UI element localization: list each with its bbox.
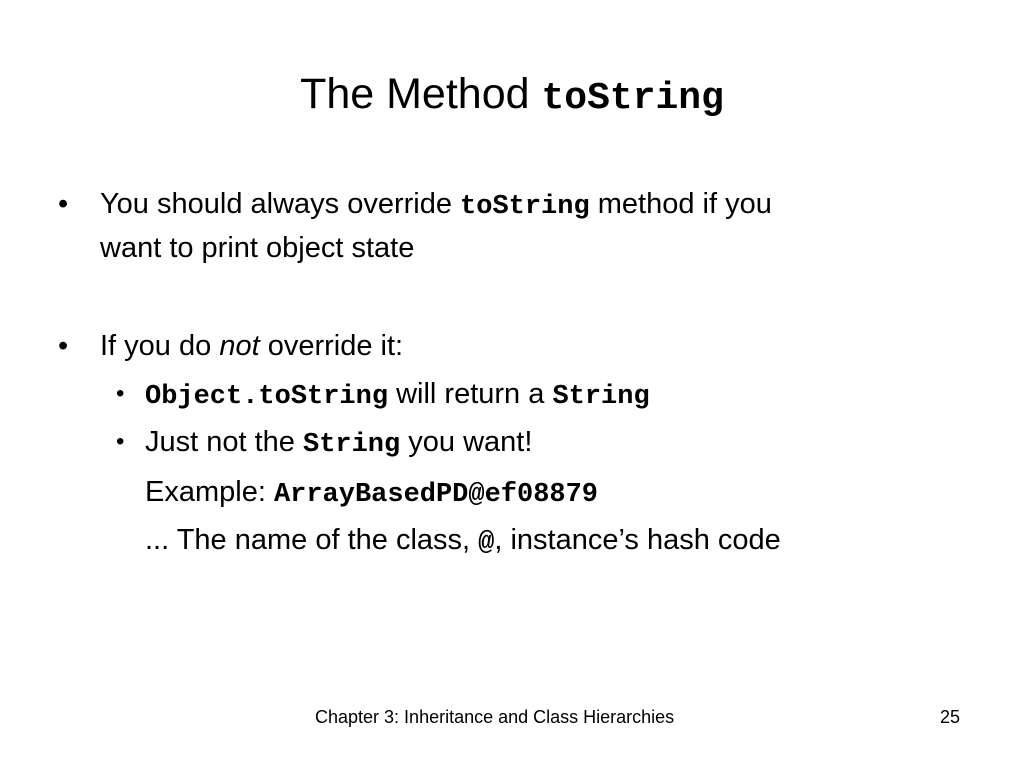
bullet-code: toString [460,192,590,222]
bullet-text-b: method if you [589,188,772,220]
bullet-emphasis: not [219,330,260,362]
sub-bullet-text [145,374,650,417]
sub-bullet-icon: • [116,380,125,407]
sub-bullet-icon: • [116,428,125,455]
sub-bullet-text-mid: will return a [388,378,553,410]
sub-bullet-code: String [303,430,401,460]
slide-title-text: The Method [300,70,542,118]
explanation-code: @ [478,528,495,558]
bullet-text-a: If you do [100,330,220,362]
bullet-icon: • [58,330,69,362]
bullet-icon: • [58,188,69,220]
bullet-text [100,326,403,366]
example-label: Example: [145,476,274,508]
slide-title-code: toString [541,77,724,120]
bullet-text [100,184,772,227]
example-line [145,472,598,515]
sub-bullet-text-a: Just not the [145,426,303,458]
explanation-text-b: , instance’s hash code [494,524,781,556]
explanation-text-a: ... The name of the class, [145,524,479,556]
explanation-line [145,520,781,563]
footer-chapter-title: Chapter 3: Inheritance and Class Hierarchies [315,707,675,727]
bullet-text-b: override it: [259,330,404,362]
bullet-text-continuation: want to print object state [100,232,415,264]
slide-title [0,66,1024,127]
sub-bullet-text [145,422,532,465]
sub-bullet-code-a: Object.toString [145,382,389,412]
sub-bullet-code-b: String [552,382,650,412]
footer-page-number: 25 [940,707,961,727]
example-code: ArrayBasedPD@ef08879 [273,480,599,510]
sub-bullet-text-b: you want! [400,426,533,458]
bullet-text-a: You should always override [100,188,461,220]
